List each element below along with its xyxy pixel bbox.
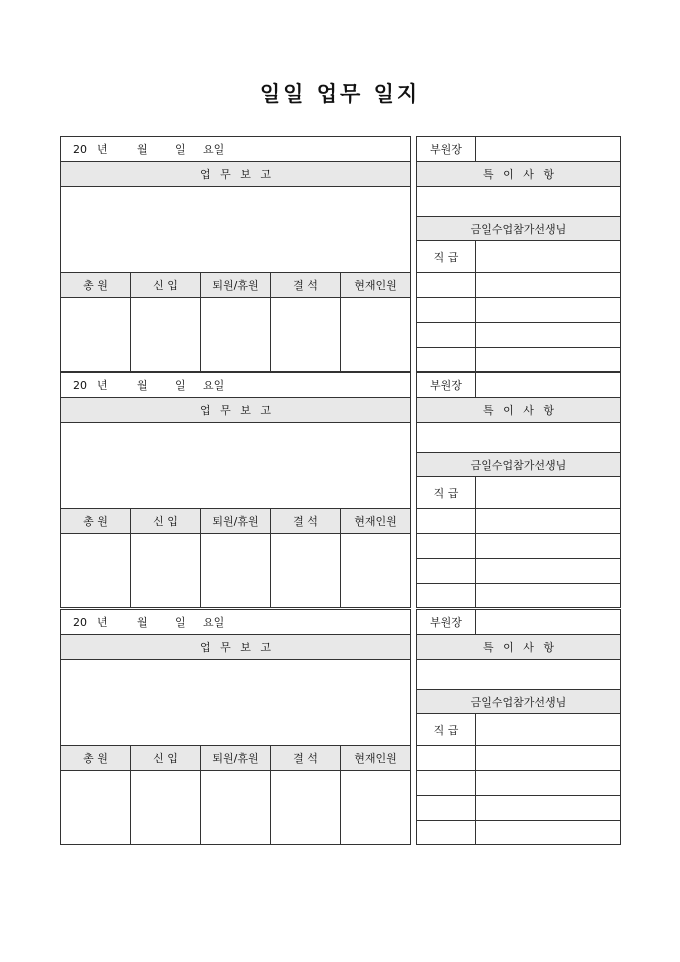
stat-header-current: 현재인원 — [341, 273, 411, 298]
teacher-rank-4[interactable] — [417, 584, 476, 608]
vice-director-sign[interactable] — [476, 137, 621, 162]
teacher-rank-1[interactable] — [417, 273, 476, 298]
special-notes-header: 특 이 사 항 — [417, 162, 621, 187]
vice-director-label: 부원장 — [417, 610, 476, 635]
teacher-rank-2[interactable] — [417, 298, 476, 323]
stat-header-total: 총 원 — [61, 273, 131, 298]
stat-value-current[interactable] — [341, 771, 411, 845]
day-unit: 일 — [175, 143, 186, 156]
report-table — [60, 136, 411, 372]
report-header: 업 무 보 고 — [61, 635, 411, 660]
month-unit: 월 — [137, 616, 148, 629]
teacher-name-3[interactable] — [476, 559, 621, 584]
teacher-name-2[interactable] — [476, 534, 621, 559]
rank-cell[interactable] — [476, 477, 621, 509]
daily-log-block-3 — [60, 609, 620, 844]
stat-header-absent: 결 석 — [271, 746, 341, 771]
stat-header-withdrawn: 퇴원/휴원 — [201, 509, 271, 534]
stat-header-new: 신 입 — [131, 746, 201, 771]
teacher-rank-1[interactable] — [417, 509, 476, 534]
stat-value-withdrawn[interactable] — [201, 771, 271, 845]
stat-value-absent[interactable] — [271, 771, 341, 845]
weekday-unit: 요일 — [203, 616, 225, 629]
date-row[interactable] — [61, 137, 411, 162]
teacher-name-4[interactable] — [476, 584, 621, 608]
stat-header-new: 신 입 — [131, 273, 201, 298]
stat-header-new: 신 입 — [131, 509, 201, 534]
teacher-rank-3[interactable] — [417, 559, 476, 584]
teacher-rank-4[interactable] — [417, 348, 476, 372]
vice-director-label: 부원장 — [417, 373, 476, 398]
stat-value-total[interactable] — [61, 534, 131, 608]
daily-log-block-2 — [60, 372, 620, 607]
weekday-unit: 요일 — [203, 379, 225, 392]
rank-label: 직 급 — [417, 714, 476, 746]
stat-header-withdrawn: 퇴원/휴원 — [201, 273, 271, 298]
teacher-name-4[interactable] — [476, 821, 621, 845]
stat-value-new[interactable] — [131, 534, 201, 608]
teachers-header: 금일수업참가선생님 — [417, 217, 621, 241]
side-table — [416, 609, 621, 845]
side-table — [416, 136, 621, 372]
year-field: 20 — [73, 143, 87, 156]
stat-header-current: 현재인원 — [341, 509, 411, 534]
stat-header-current: 현재인원 — [341, 746, 411, 771]
teacher-rank-1[interactable] — [417, 746, 476, 771]
stat-value-absent[interactable] — [271, 534, 341, 608]
report-table — [60, 609, 411, 845]
stat-header-total: 총 원 — [61, 746, 131, 771]
rank-cell[interactable] — [476, 714, 621, 746]
stat-value-total[interactable] — [61, 771, 131, 845]
teacher-name-4[interactable] — [476, 348, 621, 372]
teacher-name-3[interactable] — [476, 796, 621, 821]
special-notes-header: 특 이 사 항 — [417, 398, 621, 423]
rank-label: 직 급 — [417, 477, 476, 509]
teachers-header: 금일수업참가선생님 — [417, 453, 621, 477]
page-title: 일일 업무 일지 — [259, 81, 421, 106]
stat-header-absent: 결 석 — [271, 509, 341, 534]
stat-value-new[interactable] — [131, 771, 201, 845]
year-field: 20 — [73, 379, 87, 392]
teacher-rank-4[interactable] — [417, 821, 476, 845]
special-notes-cell[interactable] — [417, 660, 621, 690]
stat-value-new[interactable] — [131, 298, 201, 372]
rank-cell[interactable] — [476, 241, 621, 273]
month-unit: 월 — [137, 379, 148, 392]
vice-director-sign[interactable] — [476, 610, 621, 635]
rank-label: 직 급 — [417, 241, 476, 273]
teacher-name-3[interactable] — [476, 323, 621, 348]
date-row[interactable] — [61, 373, 411, 398]
side-table — [416, 372, 621, 608]
stat-value-current[interactable] — [341, 534, 411, 608]
stat-header-withdrawn: 퇴원/휴원 — [201, 746, 271, 771]
teacher-rank-3[interactable] — [417, 796, 476, 821]
stat-header-total: 총 원 — [61, 509, 131, 534]
teacher-rank-2[interactable] — [417, 771, 476, 796]
teacher-name-1[interactable] — [476, 273, 621, 298]
year-unit: 년 — [97, 143, 108, 156]
teacher-name-2[interactable] — [476, 298, 621, 323]
teacher-rank-3[interactable] — [417, 323, 476, 348]
year-unit: 년 — [97, 616, 108, 629]
stat-value-withdrawn[interactable] — [201, 298, 271, 372]
year-unit: 년 — [97, 379, 108, 392]
date-row[interactable] — [61, 610, 411, 635]
stat-value-withdrawn[interactable] — [201, 534, 271, 608]
year-field: 20 — [73, 616, 87, 629]
teacher-name-2[interactable] — [476, 771, 621, 796]
report-table — [60, 372, 411, 608]
special-notes-cell[interactable] — [417, 423, 621, 453]
report-content-cell[interactable] — [61, 660, 411, 746]
teacher-rank-2[interactable] — [417, 534, 476, 559]
report-content-cell[interactable] — [61, 187, 411, 273]
report-content-cell[interactable] — [61, 423, 411, 509]
teacher-name-1[interactable] — [476, 746, 621, 771]
special-notes-header: 특 이 사 항 — [417, 635, 621, 660]
stat-value-total[interactable] — [61, 298, 131, 372]
report-header: 업 무 보 고 — [61, 398, 411, 423]
special-notes-cell[interactable] — [417, 187, 621, 217]
day-unit: 일 — [175, 379, 186, 392]
stat-value-current[interactable] — [341, 298, 411, 372]
report-header: 업 무 보 고 — [61, 162, 411, 187]
teacher-name-1[interactable] — [476, 509, 621, 534]
stat-value-absent[interactable] — [271, 298, 341, 372]
stat-header-absent: 결 석 — [271, 273, 341, 298]
daily-log-block-1 — [60, 136, 620, 371]
month-unit: 월 — [137, 143, 148, 156]
teachers-header: 금일수업참가선생님 — [417, 690, 621, 714]
vice-director-label: 부원장 — [417, 137, 476, 162]
weekday-unit: 요일 — [203, 143, 225, 156]
day-unit: 일 — [175, 616, 186, 629]
vice-director-sign[interactable] — [476, 373, 621, 398]
